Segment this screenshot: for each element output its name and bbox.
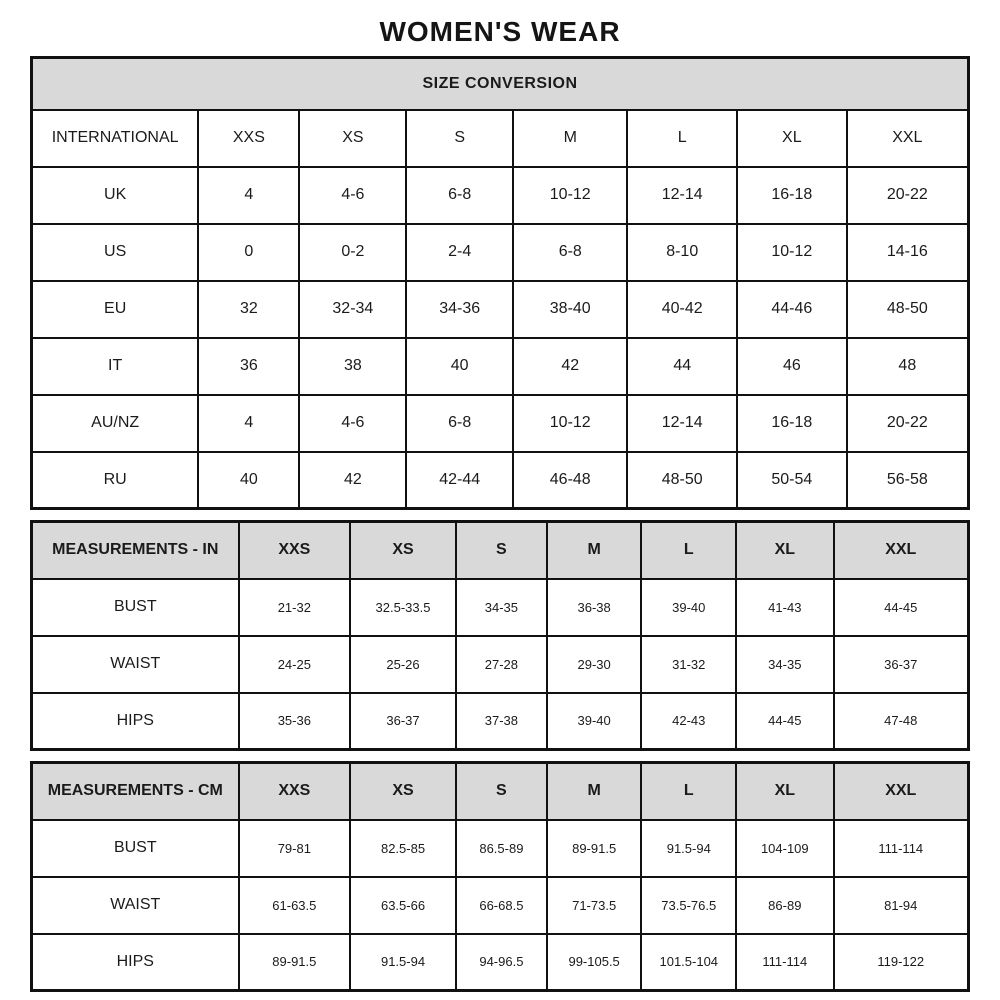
table-cell: 44-45 [834,579,969,636]
column-header: M [547,763,642,820]
table-cell: 10-12 [513,167,627,224]
table-cell: 36-37 [834,636,969,693]
column-header: XXS [239,522,351,579]
table-cell: 27-28 [456,636,547,693]
table-cell: 4 [198,167,299,224]
table-cell: 34-36 [406,281,513,338]
table-cell: 12-14 [627,167,737,224]
table-cell: 36-38 [547,579,642,636]
column-header: XL [736,522,833,579]
size-conversion-table [30,56,970,510]
table-row [32,224,969,281]
table-cell: 6-8 [406,395,513,452]
table-cell: 104-109 [736,820,833,877]
table-cell: 21-32 [239,579,351,636]
table-cell: 56-58 [847,452,969,509]
table-cell: 25-26 [350,636,456,693]
table-cell: 42 [299,452,406,509]
column-header-row [32,522,969,579]
table-cell: 86-89 [736,877,833,934]
table-cell: 40 [198,452,299,509]
table-cell: 111-114 [834,820,969,877]
row-label: US [32,224,199,281]
table-cell: 20-22 [847,167,969,224]
table-cell: 34-35 [736,636,833,693]
table-cell: 44-45 [736,693,833,750]
table-cell: 101.5-104 [641,934,736,991]
table-cell: 48-50 [847,281,969,338]
table-cell: 66-68.5 [456,877,547,934]
table-title-cell: MEASUREMENTS - CM [32,763,239,820]
table-cell: 40-42 [627,281,737,338]
table-cell: 94-96.5 [456,934,547,991]
row-label: BUST [32,579,239,636]
table-cell: 119-122 [834,934,969,991]
table-cell: 44-46 [737,281,847,338]
table-row [32,281,969,338]
table-row [32,636,969,693]
column-header-row [32,110,969,167]
size-conversion-band [32,58,969,110]
column-header: S [456,522,547,579]
table-cell: 39-40 [641,579,736,636]
table-cell: 20-22 [847,395,969,452]
table-row [32,877,969,934]
table-cell: 81-94 [834,877,969,934]
table-cell: 82.5-85 [350,820,456,877]
table-cell: 29-30 [547,636,642,693]
row-label: UK [32,167,199,224]
measurements-in-table [30,520,970,751]
column-header: S [456,763,547,820]
table-cell: 39-40 [547,693,642,750]
table-cell: 42-44 [406,452,513,509]
table-cell: 0 [198,224,299,281]
table-cell: 16-18 [737,395,847,452]
row-label: WAIST [32,877,239,934]
table-cell: 32.5-33.5 [350,579,456,636]
table-cell: 44 [627,338,737,395]
table-cell: 79-81 [239,820,351,877]
table-cell: 111-114 [736,934,833,991]
row-label: EU [32,281,199,338]
table-cell: 14-16 [847,224,969,281]
table-row [32,934,969,991]
table-cell: 4-6 [299,395,406,452]
row-label: BUST [32,820,239,877]
row-label: RU [32,452,199,509]
row-label: HIPS [32,693,239,750]
table-cell: 37-38 [456,693,547,750]
size-conversion-band-title: SIZE CONVERSION [32,58,969,110]
table-cell: 0-2 [299,224,406,281]
table-cell: 38-40 [513,281,627,338]
column-header: XXS [239,763,351,820]
table-cell: 63.5-66 [350,877,456,934]
table-row [32,338,969,395]
table-cell: 48 [847,338,969,395]
table-cell: 38 [299,338,406,395]
table-cell: 2-4 [406,224,513,281]
table-cell: 71-73.5 [547,877,642,934]
table-cell: 24-25 [239,636,351,693]
table-cell: 36-37 [350,693,456,750]
table-cell: 34-35 [456,579,547,636]
table-cell: 12-14 [627,395,737,452]
column-header: M [513,110,627,167]
table-row [32,167,969,224]
table-cell: 42-43 [641,693,736,750]
column-header: XS [299,110,406,167]
table-cell: 42 [513,338,627,395]
table-cell: 32 [198,281,299,338]
row-label: WAIST [32,636,239,693]
table-cell: 41-43 [736,579,833,636]
column-header: L [641,763,736,820]
column-header-row [32,763,969,820]
table-row [32,693,969,750]
table-cell: 99-105.5 [547,934,642,991]
table-cell: 10-12 [737,224,847,281]
measurements-cm-table [30,761,970,992]
table-cell: 89-91.5 [547,820,642,877]
table-cell: 35-36 [239,693,351,750]
table-cell: 40 [406,338,513,395]
table-row [32,452,969,509]
page-title: WOMEN'S WEAR [379,16,621,47]
table-cell: 32-34 [299,281,406,338]
table-cell: 16-18 [737,167,847,224]
column-header: XXS [198,110,299,167]
column-header: L [627,110,737,167]
table-cell: 4 [198,395,299,452]
column-header: XS [350,522,456,579]
column-header: XXL [834,522,969,579]
table-cell: 73.5-76.5 [641,877,736,934]
table-cell: 4-6 [299,167,406,224]
row-label: IT [32,338,199,395]
table-cell: 91.5-94 [350,934,456,991]
table-cell: 6-8 [513,224,627,281]
table-cell: 91.5-94 [641,820,736,877]
table-cell: 10-12 [513,395,627,452]
column-header: XS [350,763,456,820]
column-header: S [406,110,513,167]
column-header: XXL [834,763,969,820]
table-cell: 8-10 [627,224,737,281]
table-cell: 61-63.5 [239,877,351,934]
table-cell: 6-8 [406,167,513,224]
table-row [32,579,969,636]
table-cell: 50-54 [737,452,847,509]
column-header: XXL [847,110,969,167]
table-cell: 86.5-89 [456,820,547,877]
table-cell: 46-48 [513,452,627,509]
column-header: XL [736,763,833,820]
table-cell: 46 [737,338,847,395]
table-cell: 89-91.5 [239,934,351,991]
table-cell: 36 [198,338,299,395]
column-header: M [547,522,642,579]
table-cell: 31-32 [641,636,736,693]
table-cell: 47-48 [834,693,969,750]
row-label: HIPS [32,934,239,991]
row-label: AU/NZ [32,395,199,452]
column-header: L [641,522,736,579]
table-title-cell: MEASUREMENTS - IN [32,522,239,579]
table-row [32,395,969,452]
table-title-cell: INTERNATIONAL [32,110,199,167]
column-header: XL [737,110,847,167]
table-cell: 48-50 [627,452,737,509]
table-row [32,820,969,877]
